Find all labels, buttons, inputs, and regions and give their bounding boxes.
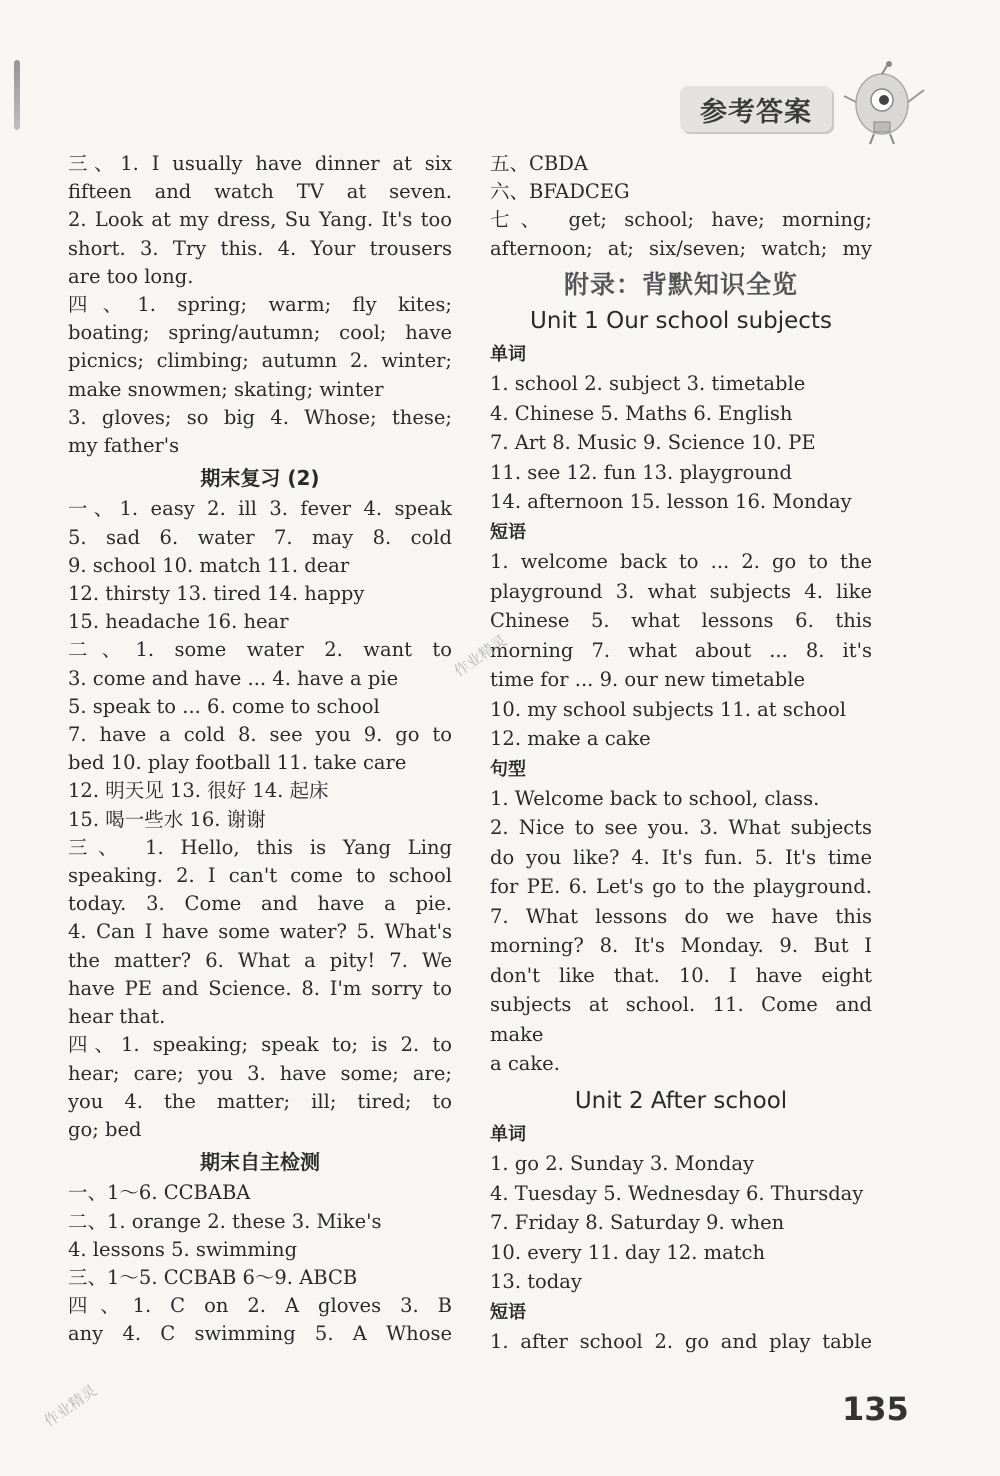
answer-line: 四、1. spring; warm; fly kites; [68,293,452,317]
robot-mascot-icon [840,60,930,148]
answer-line: 一、1～6. CCBABA [68,1181,251,1205]
answer-line: 三、 1. Hello, this is Yang Ling [68,835,452,859]
vocab-line: 4. Chinese 5. Maths 6. English [490,401,793,425]
answer-line: 五、CBDA [490,152,588,175]
sentence-line: a cake. [490,1052,560,1076]
answer-line: you 4. the matter; ill; tired; to [68,1089,452,1113]
left-column [68,150,452,1349]
answer-line: afternoon; at; six/seven; watch; my [490,236,872,260]
sentence-line: 7. What lessons do we have this [490,904,872,928]
badge-label: 参考答案 [700,96,812,128]
watermark: 作业精灵 [40,1381,101,1431]
answer-line: 3. gloves; so big 4. Whose; these; [68,405,452,429]
phrase-line: morning 7. what about ... 8. it's [490,638,872,662]
answer-line: hear that. [68,1005,166,1029]
answer-line: 二、1. orange 2. these 3. Mike's [68,1209,382,1233]
answer-line: 二、1. some water 2. want to [68,638,452,662]
answer-line: 3. come and have ... 4. have a pie [68,666,399,690]
sentence-line: don't like that. 10. I have eight [490,963,872,987]
answer-line: boating; spring/autumn; cool; have [68,321,452,345]
answer-line: 12. 明天见 13. 很好 14. 起床 [68,779,329,803]
sentence-line: for PE. 6. Let's go to the playground. [490,875,872,899]
answer-line: speaking. 2. I can't come to school [68,864,452,888]
vocab-line: 1. school 2. subject 3. timetable [490,372,806,396]
answer-line: 12. thirsty 13. tired 14. happy [68,582,365,606]
answer-line: any 4. C swimming 5. A Whose [68,1322,452,1346]
phrase-line: playground 3. what subjects 4. like [490,579,872,603]
answer-line: hear; care; you 3. have some; are; [68,1061,452,1085]
answer-line: 2. Look at my dress, Su Yang. It's too [68,208,452,232]
answer-line: have PE and Science. 8. I'm sorry to [68,976,452,1000]
vocab-line: 14. afternoon 15. lesson 16. Monday [490,490,852,514]
phrase-line: 1. welcome back to ... 2. go to the [490,550,872,574]
answer-line: my father's [68,434,180,458]
right-column [490,150,872,1356]
vocab-line: 10. every 11. day 12. match [490,1240,766,1264]
sentence-line: 2. Nice to see you. 3. What subjects [490,816,872,840]
vocab-line: 7. Art 8. Music 9. Science 10. PE [490,431,816,455]
answer-line: 三、1～5. CCBAB 6～9. ABCB [68,1265,358,1289]
vocab-line: 11. see 12. fun 13. playground [490,460,792,484]
vocab-line: 1. go 2. Sunday 3. Monday [490,1152,755,1176]
answer-line: 4. Can I have some water? 5. What's [68,920,452,944]
answer-line: 三、1. I usually have dinner at six [68,152,452,175]
answer-line: picnics; climbing; autumn 2. winter; [68,349,452,373]
answer-line: 15. 喝一些水 16. 谢谢 [68,807,266,831]
watermark: 作业精灵 [450,631,511,681]
answer-line: 四、1. C on 2. A gloves 3. B [68,1294,452,1318]
phrases-label: 短语 [490,1301,526,1323]
vocab-line: 4. Tuesday 5. Wednesday 6. Thursday [490,1181,864,1205]
answer-line: 4. lessons 5. swimming [68,1237,298,1261]
answer-line: 7. have a cold 8. see you 9. go to [68,723,452,747]
answer-line: 四、1. speaking; speak to; is 2. to [68,1033,452,1057]
answer-line: make snowmen; skating; winter [68,377,384,401]
unit-2-title: Unit 2 After school [574,1087,788,1114]
section-title-final-self-test: 期末自主检测 [200,1150,320,1175]
vocab-line: 7. Friday 8. Saturday 9. when [490,1211,785,1235]
answer-line: 一、1. easy 2. ill 3. fever 4. speak [68,497,452,521]
answer-line: bed 10. play football 11. take care [68,751,407,775]
unit-1-title: Unit 1 Our school subjects [530,308,832,335]
answer-line: 5. speak to ... 6. come to school [68,694,380,718]
words-label: 单词 [490,344,526,366]
answer-line: fifteen and watch TV at seven. [68,180,452,204]
answer-line: today. 3. Come and have a pie. [68,892,452,916]
phrase-line: 10. my school subjects 11. at school [490,697,846,721]
sentences-label: 句型 [490,758,526,780]
sentence-line: do you like? 4. It's fun. 5. It's time [490,845,872,869]
answer-line: short. 3. Try this. 4. Your trousers [68,236,452,260]
vocab-line: 13. today [490,1270,582,1294]
section-title-final-review-2: 期末复习 (2) [200,466,320,491]
sentence-line: subjects at school. 11. Come and make [490,993,872,1046]
answer-line: go; bed [68,1117,142,1141]
answer-line: 5. sad 6. water 7. may 8. cold [68,525,452,549]
answer-line: 15. headache 16. hear [68,610,289,634]
appendix-title: 附录：背默知识全览 [563,269,798,299]
sentence-line: morning? 8. It's Monday. 9. But I [490,934,872,958]
answer-line: the matter? 6. What a pity! 7. We [68,948,452,972]
answer-line: 七、 get; school; have; morning; [490,208,872,232]
page-number: 135 [842,1390,909,1428]
phrases-label: 短语 [490,521,526,543]
phrase-line: 12. make a cake [490,727,651,751]
sentence-line: 1. Welcome back to school, class. [490,786,820,810]
words-label: 单词 [490,1124,526,1146]
answer-line: are too long. [68,264,194,288]
binding-mark [14,60,20,130]
answer-line: 9. school 10. match 11. dear [68,553,350,577]
answer-key-badge [680,86,832,132]
answer-line: 六、BFADCEG [490,180,630,204]
phrase-line: Chinese 5. what lessons 6. this [490,609,872,633]
phrase-line: 1. after school 2. go and play table [490,1329,872,1353]
phrase-line: time for ... 9. our new timetable [490,668,806,692]
